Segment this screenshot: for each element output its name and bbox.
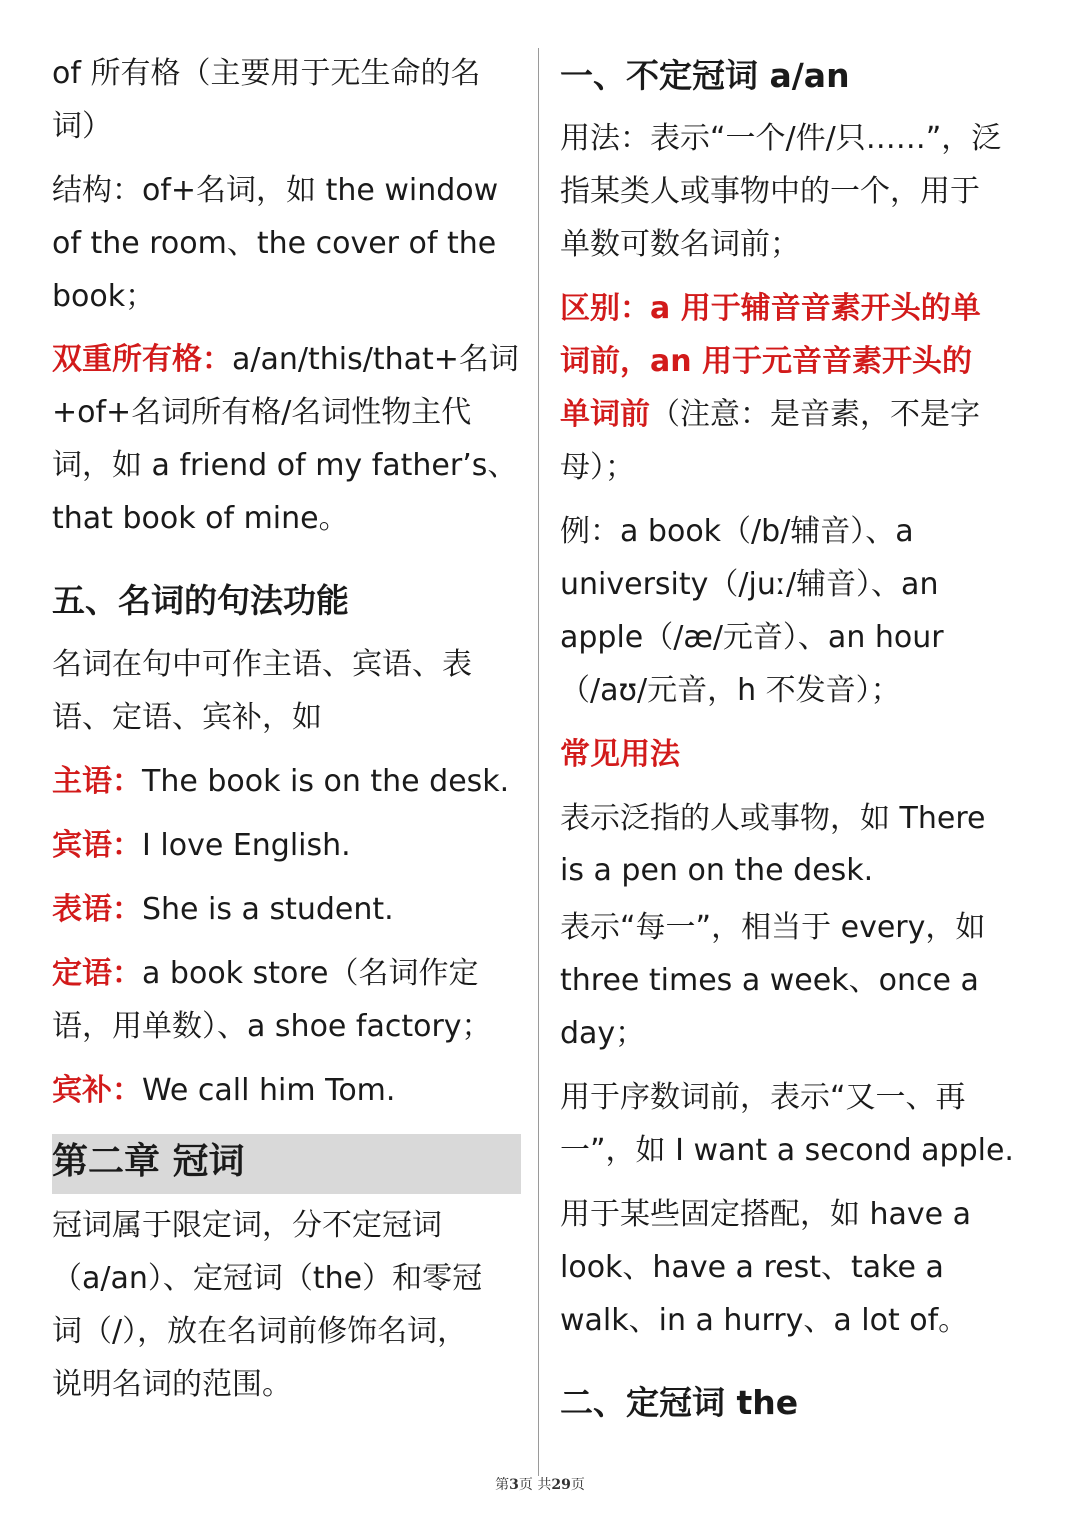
attributive-example — [52, 954, 478, 994]
distinction-line — [560, 395, 980, 435]
subject-example — [52, 762, 509, 802]
chapter-intro-line: 词（/），放在名词前修饰名词， — [52, 1314, 468, 1349]
section5-intro-line: 名词在句中可作主语、宾语、表 — [52, 647, 472, 682]
usage-line: 用法：表示“一个/件/只……”，泛 — [560, 121, 1002, 156]
each-usage-line: day； — [560, 1016, 646, 1051]
subject-text: The book is on the desk. — [142, 764, 510, 799]
possessive-of-line: 词） — [52, 109, 112, 144]
fixed-phrase-line: look、have a rest、take a — [560, 1250, 944, 1285]
distinction-line: 词前，an 用于元音音素开头的 — [560, 344, 973, 379]
fixed-phrase-line: 用于某些固定搭配，如 have a — [560, 1197, 972, 1232]
subject-label: 主语： — [52, 764, 142, 799]
general-reference-line: is a pen on the desk. — [560, 853, 874, 888]
distinction-line: 区别：a 用于辅音音素开头的单 — [560, 291, 981, 326]
complement-label: 宾补： — [52, 1073, 142, 1108]
ordinal-usage-line: 一”，如 I want a second apple. — [560, 1133, 1014, 1168]
common-usage-title: 常见用法 — [560, 737, 680, 772]
general-reference-line: 表示泛指的人或事物，如 There — [560, 801, 986, 836]
structure-line: book； — [52, 279, 156, 314]
footer-middle: 页 共 — [518, 1477, 552, 1493]
each-usage-line: 表示“每一”，相当于 every，如 — [560, 910, 986, 945]
predicative-text: She is a student. — [142, 892, 394, 927]
chapter-title: 第二章 冠词 — [52, 1141, 245, 1182]
double-possessive-label: 双重所有格： — [52, 342, 232, 377]
possessive-of-line: of 所有格（主要用于无生命的名 — [52, 56, 481, 91]
footer-total-pages: 29 — [551, 1477, 571, 1493]
footer-page-number: 3 — [509, 1477, 519, 1493]
usage-line: 指某类人或事物中的一个，用于 — [560, 174, 980, 209]
footer-suffix: 页 — [570, 1477, 585, 1493]
examples-line: apple（/æ/元音）、an hour — [560, 620, 944, 655]
section5-title: 五、名词的句法功能 — [52, 581, 349, 620]
double-possessive-line: 词，如 a friend of my father’s、 — [52, 448, 518, 483]
chapter-intro-line: 说明名词的范围。 — [52, 1367, 292, 1402]
each-usage-line: three times a week、once a — [560, 963, 979, 998]
object-text: I love English. — [142, 828, 351, 863]
section1-title: 一、不定冠词 a/an — [560, 56, 850, 95]
examples-line: 例：a book（/b/辅音）、a — [560, 514, 914, 549]
object-example — [52, 826, 351, 866]
complement-example — [52, 1071, 395, 1111]
double-possessive-line — [52, 340, 519, 380]
footer-prefix: 第 — [495, 1477, 510, 1493]
complement-text: We call him Tom. — [142, 1073, 396, 1108]
distinction-note: （注意：是音素，不是字 — [650, 397, 980, 432]
attributive-label: 定语： — [52, 956, 142, 991]
ordinal-usage-line: 用于序数词前，表示“又一、再 — [560, 1080, 966, 1115]
structure-line: 结构：of+名词，如 the window — [52, 173, 499, 208]
section5-intro-line: 语、定语、宾补，如 — [52, 700, 322, 735]
structure-line: of the room、the cover of the — [52, 226, 497, 261]
predicative-example — [52, 890, 394, 930]
examples-line: university（/juː/辅音）、an — [560, 567, 939, 602]
double-possessive-line: +of+名词所有格/名词性物主代 — [52, 395, 472, 430]
section2-title: 二、定冠词 the — [560, 1383, 799, 1422]
object-label: 宾语： — [52, 828, 142, 863]
fixed-phrase-line: walk、in a hurry、a lot of。 — [560, 1303, 969, 1338]
attributive-text: a book store（名词作定 — [142, 956, 479, 991]
attributive-line: 语，用单数）、a shoe factory； — [52, 1009, 492, 1044]
chapter-intro-line: 冠词属于限定词，分不定冠词 — [52, 1208, 442, 1243]
double-possessive-text: a/an/this/that+名词 — [232, 342, 519, 377]
usage-line: 单数可数名词前； — [560, 227, 800, 262]
chapter-intro-line: （a/an）、定冠词（the）和零冠 — [52, 1261, 483, 1296]
column-divider — [538, 48, 539, 1476]
double-possessive-line: that book of mine。 — [52, 501, 349, 536]
distinction-line: 母）； — [560, 450, 635, 485]
page-footer — [0, 1474, 1080, 1494]
predicative-label: 表语： — [52, 892, 142, 927]
examples-line: （/aʊ/元音，h 不发音）； — [560, 673, 901, 708]
distinction-red-text: 单词前 — [560, 397, 650, 432]
